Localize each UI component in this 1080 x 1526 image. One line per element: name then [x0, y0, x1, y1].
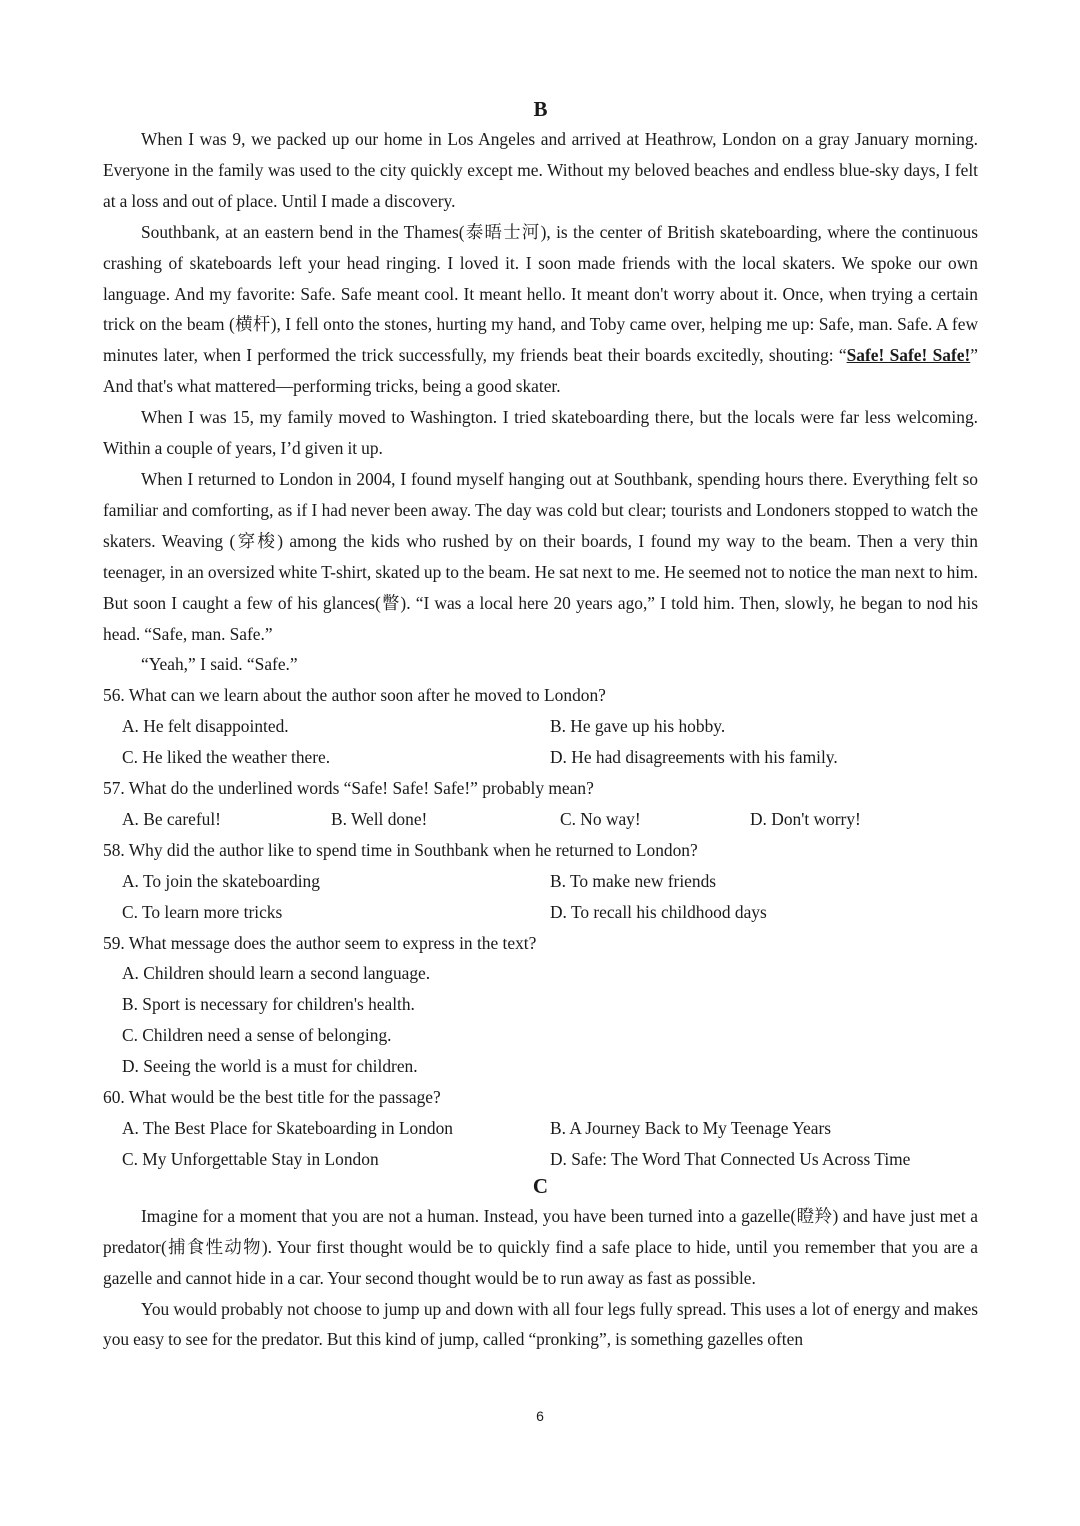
option-c: C. He liked the weather there.: [122, 747, 331, 768]
option-a: A. The Best Place for Skateboarding in London: [122, 1118, 453, 1138]
option-a: A. To join the skateboarding: [122, 870, 320, 891]
passage-b-paragraph-1: When I was 9, we packed up our home in Los Angeles and arrived at Heathrow, London on a gray January morning. Everyone in the family was used to the city quickly except me. Without my beloved beaches and endless blue-sky days, I felt at a loss and out of place. Until I made a discovery.: [103, 129, 978, 211]
exam-page: [103, 94, 978, 1355]
passage-b-paragraph-3: When I was 15, my family moved to Washington. I tried skateboarding there, but the locals were far less welcoming. Within a couple of years, I’d given it up.: [103, 407, 978, 459]
option-a: A. Children should learn a second language.: [122, 963, 431, 984]
question-56-options-row-1: [103, 711, 978, 742]
option-c: C. My Unforgettable Stay in London: [122, 1148, 379, 1169]
question-56: 56. What can we learn about the author soon after he moved to London?: [103, 685, 606, 706]
option-a: A. Be careful!: [122, 808, 221, 829]
option-b: B. A Journey Back to My Teenage Years: [550, 1118, 832, 1138]
question-57-options-row: [103, 804, 978, 835]
question-58-options-row-2: [103, 897, 978, 928]
passage-b-paragraph-5: “Yeah,” I said. “Safe.”: [141, 654, 298, 675]
passage-c-paragraph-2: You would probably not choose to jump up and down with all four legs fully spread. This uses a lot of energy and makes you easy to see for the predator. But this kind of jump, called “pronking”, is something gazelles often: [103, 1298, 978, 1350]
question-59: 59. What message does the author seem to express in the text?: [103, 932, 537, 953]
passage-b-paragraph-2: [103, 217, 978, 402]
option-d: D. Seeing the world is a must for children.: [122, 1056, 418, 1077]
option-b: B. To make new friends: [550, 870, 717, 891]
question-58-options-row-1: [103, 866, 978, 897]
underlined-phrase: Safe! Safe! Safe!: [846, 345, 971, 366]
section-b-heading: B: [533, 97, 548, 121]
option-d: D. Safe: The Word That Connected Us Across Time: [550, 1148, 911, 1169]
option-c: C. No way!: [560, 808, 641, 829]
paragraph-2-text-before: Southbank, at an eastern bend in the Thames(泰晤士河), is the center of British skateboarding, where the continuous crashing of skateboards left your head ringing. I loved it. I soon made friends with the local skaters. We spoke our own language. And my favorite: Safe. Safe meant cool. It meant hello. It meant don't worry about it. Once, when trying a certain trick on the beam (横杆), I fell onto the stones, hurting my hand, and Toby came over, helping me up: Safe, man. Safe. A few minutes later, when I performed the trick successfully, my friends beat their boards excitedly, shouting: “: [103, 221, 978, 366]
question-60: 60. What would be the best title for the passage?: [103, 1087, 441, 1108]
question-58: 58. Why did the author like to spend time in Southbank when he returned to London?: [103, 839, 698, 860]
option-a: A. He felt disappointed.: [122, 716, 289, 737]
option-b: B. Well done!: [331, 808, 428, 829]
option-b: B. Sport is necessary for children's health.: [122, 994, 415, 1015]
option-d: D. He had disagreements with his family.: [550, 747, 838, 768]
page-number: 6: [536, 1408, 544, 1424]
option-c: C. To learn more tricks: [122, 901, 283, 922]
option-d: D. To recall his childhood days: [550, 901, 767, 922]
question-56-options-row-2: [103, 742, 978, 773]
question-60-options-row-1: [103, 1113, 978, 1144]
passage-c-paragraph-1: Imagine for a moment that you are not a human. Instead, you have been turned into a gazelle(瞪羚) and have just met a predator(捕食性动物). Your first thought would be to quickly find a safe place to hide, until you remember that you are a gazelle and cannot hide in a car. Your second thought would be to run away as fast as possible.: [103, 1205, 978, 1288]
passage-b-paragraph-4: When I returned to London in 2004, I found myself hanging out at Southbank, spending hours there. Everything felt so familiar and comforting, as if I had never been away. The day was cold but clear; tourists and Londoners stopped to watch the skaters. Weaving (穿梭) among the kids who rushed by on their boards, I found my way to the beam. Then a very thin teenager, in an oversized white T-shirt, skated up to the beam. He sat next to me. He seemed not to notice the man next to him. But soon I caught a few of his glances(瞥). “I was a local here 20 years ago,” I told him. Then, slowly, he began to nod his head. “Safe, man. Safe.”: [103, 468, 978, 644]
question-57: 57. What do the underlined words “Safe! Safe! Safe!” probably mean?: [103, 778, 594, 799]
paragraph-2-text-after: ” And that's what mattered—performing tricks, being a good skater.: [103, 345, 978, 397]
option-b: B. He gave up his hobby.: [550, 716, 726, 737]
section-c-heading: C: [532, 1173, 549, 1198]
option-c: C. Children need a sense of belonging.: [122, 1025, 392, 1046]
option-d: D. Don't worry!: [750, 808, 861, 829]
